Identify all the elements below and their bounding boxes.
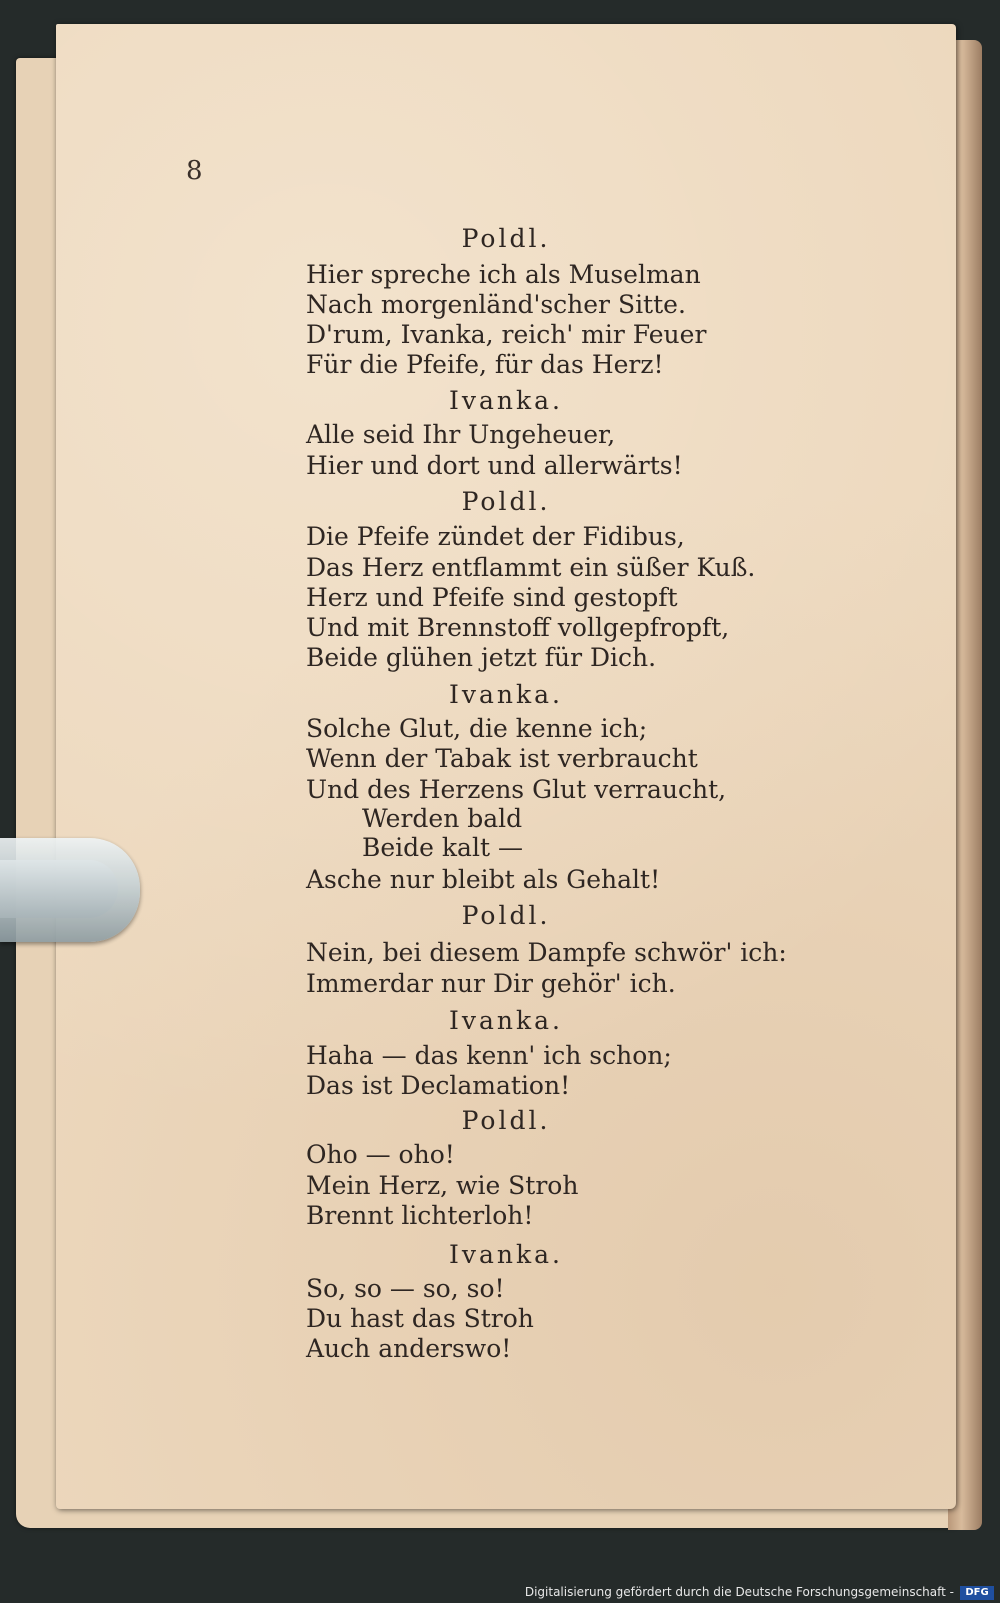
speaker-label: Poldl. [461,487,551,516]
verse-line: Das ist Declamation! [306,1071,571,1100]
verse-line: Asche nur bleibt als Gehalt! [306,865,661,894]
footer-credit: Digitalisierung gefördert durch die Deutsche Forschungsgemeinschaft - [524,1585,954,1599]
verse-line: Werden bald [362,804,523,833]
speaker-label: Ivanka. [448,680,563,709]
verse-line: Mein Herz, wie Stroh [306,1171,579,1200]
verse-line: Beide kalt — [362,833,523,862]
verse-line: Die Pfeife zündet der Fidibus, [306,522,685,551]
verse-line: Nein, bei diesem Dampfe schwör' ich: [306,938,787,967]
verse-line: Nach morgenländ'scher Sitte. [306,290,686,319]
speaker-label: Ivanka. [448,1006,563,1035]
verse-line: D'rum, Ivanka, reich' mir Feuer [306,320,707,349]
speaker-label: Ivanka. [448,1240,563,1269]
verse-line: Alle seid Ihr Ungeheuer, [306,420,616,449]
paper-clip-inner [0,860,118,918]
dfg-logo: DFG [960,1586,994,1600]
verse-line: Herz und Pfeife sind gestopft [306,583,678,612]
speaker-label: Poldl. [461,1106,551,1135]
verse-line: Und des Herzens Glut verraucht, [306,775,727,804]
verse-line: Wenn der Tabak ist verbraucht [306,744,698,773]
verse-line: Haha — das kenn' ich schon; [306,1041,672,1070]
speaker-label: Poldl. [461,224,551,253]
verse-line: So, so — so, so! [306,1274,505,1303]
verse-line: Das Herz entflammt ein süßer Kuß. [306,553,756,582]
verse-line: Brennt lichterloh! [306,1201,534,1230]
speaker-label: Poldl. [461,901,551,930]
verse-line: Solche Glut, die kenne ich; [306,714,648,743]
page-number: 8 [186,156,203,186]
verse-line: Für die Pfeife, für das Herz! [306,350,664,379]
verse-line: Du hast das Stroh [306,1304,534,1333]
verse-line: Hier und dort und allerwärts! [306,451,683,480]
verse-line: Oho — oho! [306,1140,455,1169]
verse-line: Immerdar nur Dir gehör' ich. [306,969,676,998]
verse-line: Und mit Brennstoff vollgepfropft, [306,613,730,642]
verse-line: Beide glühen jetzt für Dich. [306,643,657,672]
speaker-label: Ivanka. [448,386,563,415]
verse-line: Auch anderswo! [306,1334,512,1363]
verse-line: Hier spreche ich als Muselman [306,260,701,289]
